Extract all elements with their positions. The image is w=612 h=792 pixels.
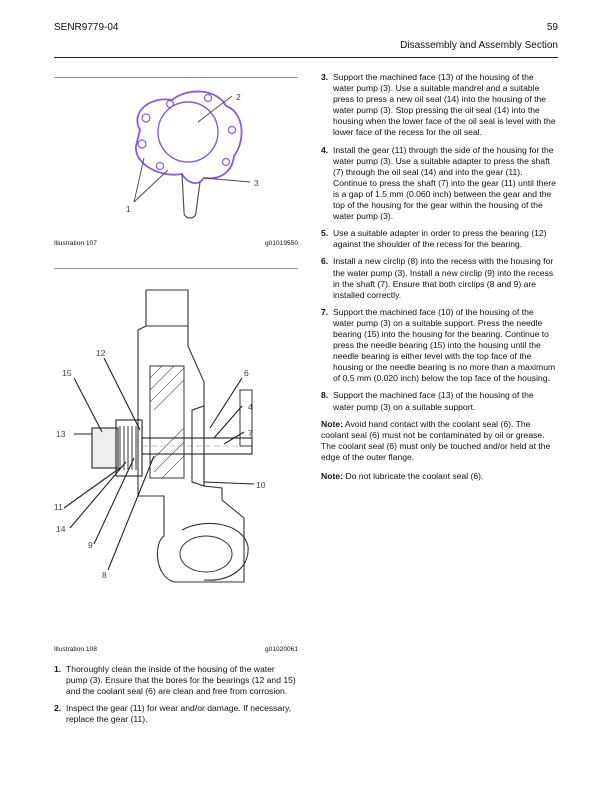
callout-1: 1 [126,204,131,214]
callout-13: 13 [56,429,66,439]
callout-8: 8 [102,570,107,580]
caption-label: Illustration 107 [54,240,97,247]
page-number: 59 [546,22,558,33]
left-steps [54,664,298,731]
callout-3: 3 [254,178,259,188]
housing-outline [136,91,242,183]
callout-14: 14 [56,524,66,534]
figure-top-rule [54,268,298,269]
step-item: 1. Thoroughly clean the inside of the housing of the water pump (3). Ensure that the bores for the bearings (12 and 15) and the coolant seal (6) are clean and free from corrosion. [54,664,296,697]
step-item: 6. Install a new circlip (8) into the recess with the housing for the water pump (3). Install a new circlip (9) into the recess in the shaft (7). Ensure that both circlips (8 and 9) are installed correctly. [321,256,554,300]
caption-code: g01019550 [264,240,298,247]
header-rule [54,57,558,58]
step-item: 8. Support the machined face (13) of the housing of the water pump (3) on a suitable support. [321,390,534,412]
caption-code: g01020061 [264,646,298,653]
callout-15: 15 [62,368,72,378]
callout-11: 11 [54,502,63,512]
figure-top-rule [54,77,298,78]
callout-9: 9 [88,540,93,550]
callout-2: 2 [236,92,241,102]
step-item: 2. Inspect the gear (11) for wear and/or damage. If necessary, replace the gear (11). [54,703,292,725]
step-item: 3. Support the machined face (13) of the housing of the water pump (3). Use a suitable mandrel and a suitable press to press a new oil seal (14) into the housing of the water pump (3). Stop pressing the oil seal (14) into the housing when the lower face of the oil seal is level with the lower face of the recess for the oil seal. [321,72,556,138]
document-id: SENR9779-04 [54,22,119,33]
step-item: 7. Support the machined face (10) of the housing of the water pump (3) on a suitable support. Press the needle bearing (15) into the housing for the bearing. Continue to press the needle bearing (15) into the housing until the needle bearing is either level with the top face of the housing or the needle bearing is no more than a maximum of 0.5 mm (0.020 inch) below the top face of the housing. [321,306,556,384]
callout-7: 7 [248,428,253,438]
note-coolant-seal-handling: Note: Avoid hand contact with the coolant seal (6). The coolant seal (6) must not be contaminated by oil or grease. The coolant seal (6) must only be touched and/or held at the edge of the outer flange. [321,418,551,462]
callout-4: 4 [248,402,253,412]
step-item: 4. Install the gear (11) through the side of the housing for the water pump (3). Use a suitable adapter to press the shaft (7) through the oil seal (14) and into the gear (11). Continue to press the shaft (7) into the gear (11) until there is a gap of 1.5 mm (0.060 inch) between the gear and the top of the housing for the gear within the housing of the water pump (3). [321,144,556,222]
step-item: 5. Use a suitable adapter in order to press the bearing (12) against the shoulder of the recess for the bearing. [321,228,547,250]
callout-12: 12 [96,348,106,358]
section-title: Disassembly and Assembly Section [400,40,558,51]
bearing-15 [92,428,118,468]
right-steps [321,72,557,490]
callout-10: 10 [256,480,266,490]
note-coolant-seal-lubrication: Note: Do not lubricate the coolant seal (6). [321,471,484,481]
illustration-107 [100,82,280,239]
figure-caption-107 [54,240,298,247]
callout-6: 6 [244,368,249,378]
outlet-pipe [182,174,200,218]
pump-housing [138,290,244,582]
caption-label: Illustration 108 [54,646,97,653]
housing-bore [158,102,218,162]
figure-caption-108 [54,646,298,653]
illustration-108 [54,286,298,591]
